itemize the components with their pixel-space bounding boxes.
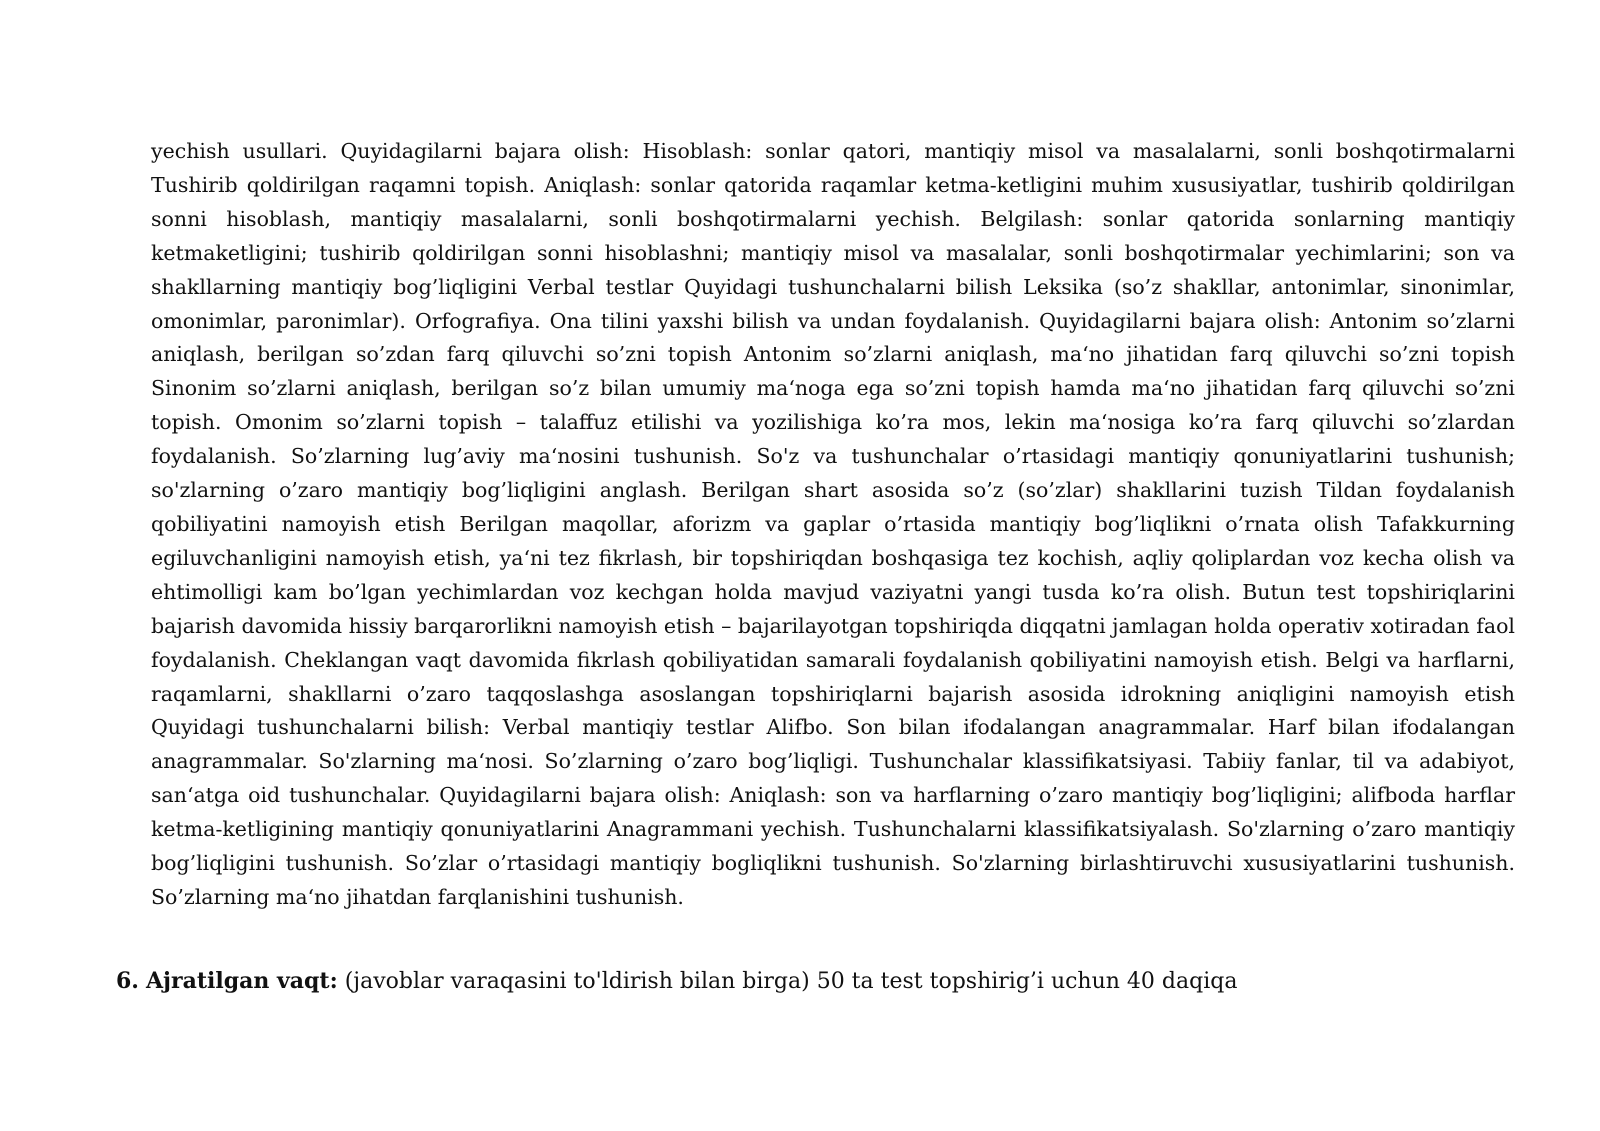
section-6-allotted-time: [116, 966, 1516, 997]
body-paragraph: yechish usullari. Quyidagilarni bajara olish: Hisoblash: sonlar qatori, mantiqiy misol va masalalarni, sonli boshqotirmalarni Tushirib qoldirilgan raqamni topish. Aniqlash: sonlar qatorida raqamlar ketma-ketligini muhim xususiyatlar, tushirib qoldirilgan sonni hisoblash, mantiqiy masalalarni, sonli boshqotirmalarni yechish. Belgilash: sonlar qatorida sonlarning mantiqiy ketmaketligini; tushirib qoldirilgan sonni hisoblashni; mantiqiy misol va masalalar, sonli boshqotirmalar yechimlarini; son va shakllarning mantiqiy bog’liqligini Verbal testlar Quyidagi tushunchalarni bilish Leksika (so’z shakllar, antonimlar, sinonimlar, omonimlar, paronimlar). Orfografiya. Ona tilini yaxshi bilish va undan foydalanish. Quyidagilarni bajara olish: Antonim so’zlarni aniqlash, berilgan so’zdan farq qiluvchi so’zni topish Antonim so’zlarni aniqlash, ma‘no jihatidan farq qiluvchi so’zni topish Sinonim so’zlarni aniqlash, berilgan so’z bilan umumiy ma‘noga ega so’zni topish hamda ma‘no jihatidan farq qiluvchi so’zni topish. Omonim so’zlarni topish – talaffuz etilishi va yozilishiga ko’ra mos, lekin ma‘nosiga ko’ra farq qiluvchi so’zlardan foydalanish. So’zlarning lug’aviy ma‘nosini tushunish. So'z va tushunchalar o’rtasidagi mantiqiy qonuniyatlarini tushunish; so'zlarning o’zaro mantiqiy bog’liqligini anglash. Berilgan shart asosida so’z (so’zlar) shakllarini tuzish Tildan foydalanish qobiliyatini namoyish etish Berilgan maqollar, aforizm va gaplar o’rtasida mantiqiy bog’liqlikni o’rnata olish Tafakkurning egiluvchanligini namoyish etish, ya‘ni tez fikrlash, bir topshiriqdan boshqasiga tez kochish, aqliy qoliplardan voz kecha olish va ehtimolligi kam bo’lgan yechimlardan voz kechgan holda mavjud vaziyatni yangi tusda ko’ra olish. Butun test topshiriqlarini bajarish davomida hissiy barqarorlikni namoyish etish – bajarilayotgan topshiriqda diqqatni jamlagan holda operativ xotiradan faol foydalanish. Cheklangan vaqt davomida fikrlash qobiliyatidan samarali foydalanish qobiliyatini namoyish etish. Belgi va harflarni, raqamlarni, shakllarni o’zaro taqqoslashga asoslangan topshiriqlarni bajarish asosida idrokning aniqligini namoyish etish Quyidagi tushunchalarni bilish: Verbal mantiqiy testlar Alifbo. Son bilan ifodalangan anagrammalar. Harf bilan ifodalangan anagrammalar. So'zlarning ma‘nosi. So’zlarning o’zaro bog’liqligi. Tushunchalar klassifikatsiyasi. Tabiiy fanlar, til va adabiyot, san‘atga oid tushunchalar. Quyidagilarni bajara olish: Aniqlash: son va harflarning o’zaro mantiqiy bog’liqligini; alifboda harflar ketma-ketligining mantiqiy qonuniyatlarini Anagrammani yechish. Tushunchalarni klassifikatsiyalash. So'zlarning o’zaro mantiqiy bog’liqligini tushunish. So’zlar o’rtasidagi mantiqiy bogliqlikni tushunish. So'zlarning birlashtiruvchi xususiyatlarini tushunish. So’zlarning ma‘no jihatdan farqlanishini tushunish.: [151, 139, 1515, 909]
section-label: Ajratilgan vaqt:: [145, 968, 338, 994]
section-number: 6.: [116, 968, 139, 994]
section-text: (javoblar varaqasini to'ldirish bilan birga) 50 ta test topshirig’i uchun 40 daqiqa: [344, 969, 1238, 994]
